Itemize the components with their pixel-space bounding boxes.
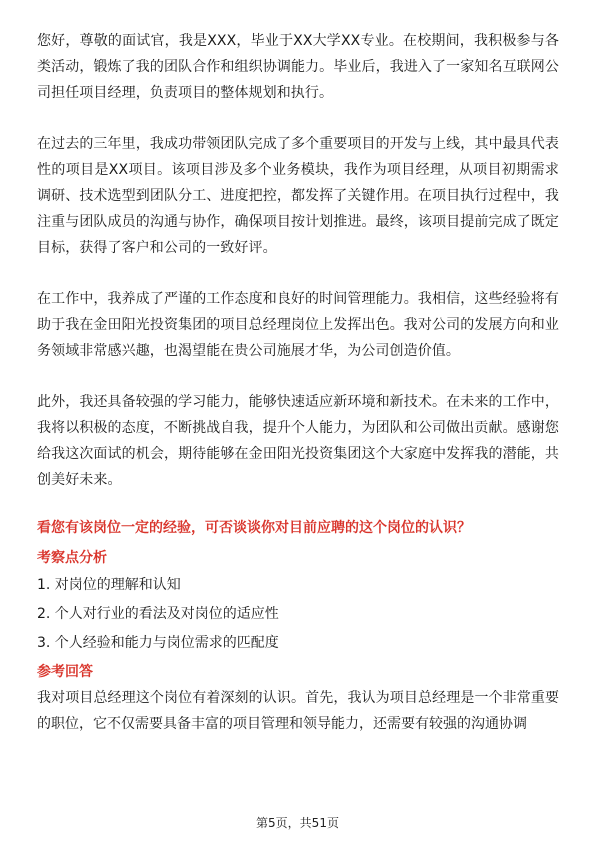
intro-paragraph-1: 您好，尊敬的面试官，我是XXX，毕业于XX大学XX专业。在校期间，我积极参与各类活动，锻炼了我的团队合作和组织协调能力。毕业后，我进入了一家知名互联网公司担任项目经理，负责项目的整体规划和执行。 xyxy=(37,33,559,101)
analysis-point-1: 1. 对岗位的理解和认知 xyxy=(37,577,181,593)
page-content xyxy=(37,28,559,737)
analysis-point-3: 3. 个人经验和能力与岗位需求的匹配度 xyxy=(37,635,279,651)
answer-heading: 参考回答 xyxy=(37,664,93,680)
interview-question: 看您有该岗位一定的经验，可否谈谈你对目前应聘的这个岗位的认识？ xyxy=(37,520,471,536)
intro-paragraph-4: 此外，我还具备较强的学习能力，能够快速适应新环境和新技术。在未来的工作中，我将以积极的态度，不断挑战自我，提升个人能力，为团队和公司做出贡献。感谢您给我这次面试的机会，期待能够在金田阳光投资集团这个大家庭中发挥我的潜能，共创美好未来。 xyxy=(37,394,559,488)
analysis-heading: 考察点分析 xyxy=(37,550,107,566)
page-number-footer: 第5页，共51页 xyxy=(256,816,339,830)
analysis-point-2: 2. 个人对行业的看法及对岗位的适应性 xyxy=(37,606,279,622)
intro-paragraph-3: 在工作中，我养成了严谨的工作态度和良好的时间管理能力。我相信，这些经验将有助于我在金田阳光投资集团的项目总经理岗位上发挥出色。我对公司的发展方向和业务领域非常感兴趣，也渴望能在贵公司施展才华，为公司创造价值。 xyxy=(37,291,559,359)
intro-paragraph-2: 在过去的三年里，我成功带领团队完成了多个重要项目的开发与上线，其中最具代表性的项目是XX项目。该项目涉及多个业务模块，我作为项目经理，从项目初期需求调研、技术选型到团队分工、进度把控，都发挥了关键作用。在项目执行过程中，我注重与团队成员的沟通与协作，确保项目按计划推进。最终，该项目提前完成了既定目标，获得了客户和公司的一致好评。 xyxy=(37,136,559,256)
analysis-points xyxy=(37,571,559,658)
answer-text: 我对项目总经理这个岗位有着深刻的认识。首先，我认为项目总经理是一个非常重要的职位，它不仅需要具备丰富的项目管理和领导能力，还需要有较强的沟通协调 xyxy=(37,690,559,732)
